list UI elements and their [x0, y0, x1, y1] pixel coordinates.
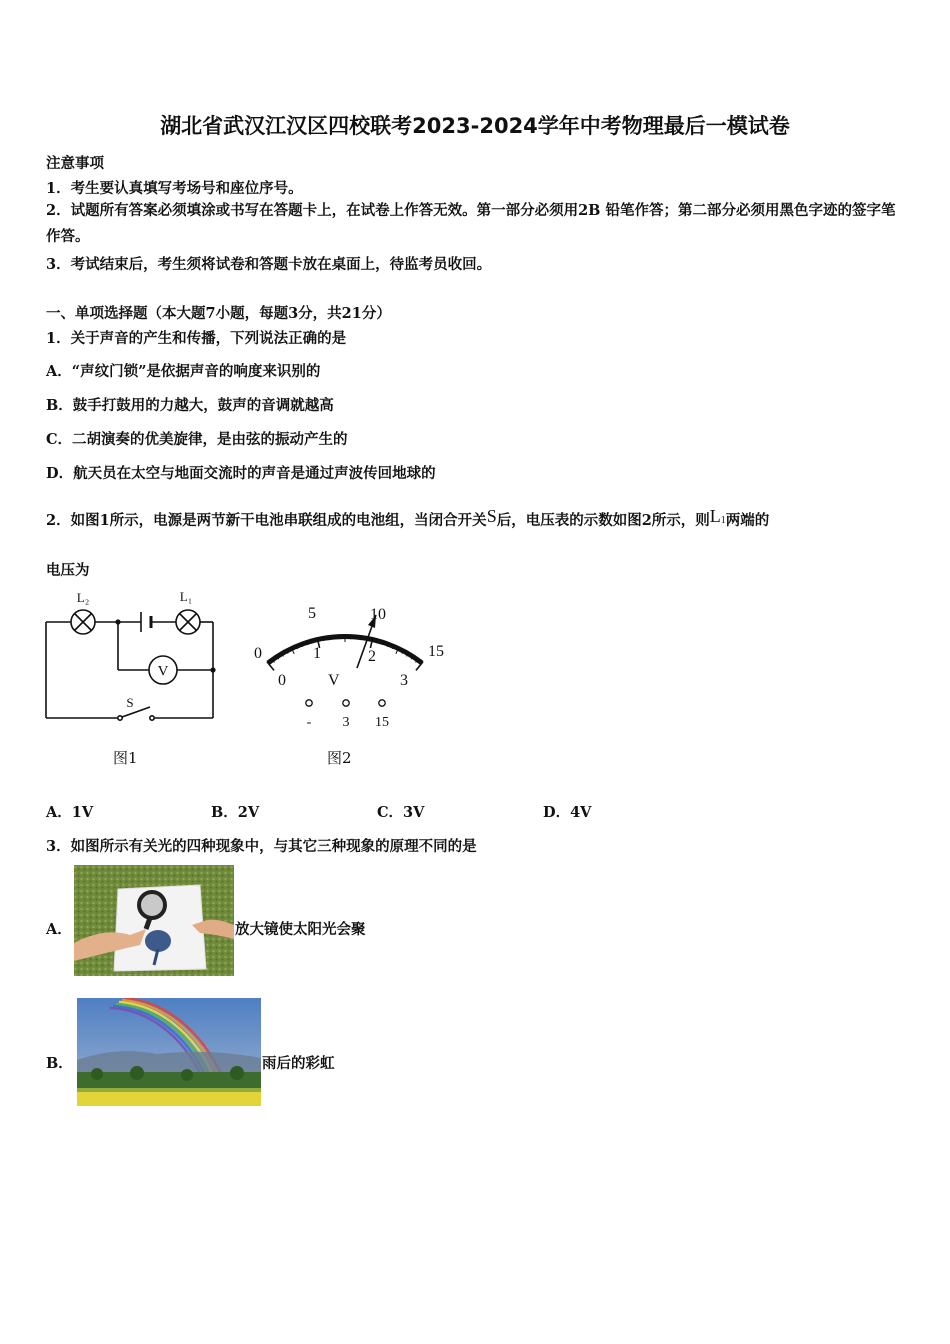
q3-stem: 3．如图所示有关光的四种现象中，与其它三种现象的原理不同的是 [46, 838, 477, 855]
circuit-diagram [40, 585, 225, 730]
q3-option-a-letter: A． [46, 921, 72, 938]
q3-option-b-text: 雨后的彩虹 [262, 1055, 335, 1072]
lamp-symbol-sub: 1 [720, 515, 726, 526]
q3-option-b-letter: B． [46, 1055, 73, 1072]
terminal-15 [379, 700, 385, 706]
switch-symbol: S [486, 506, 497, 526]
magnifier-photo [74, 865, 234, 976]
q1-option-a: A．“声纹门锁”是依据声音的响度来识别的 [46, 363, 321, 380]
battery-symbol [141, 612, 151, 632]
notice-item-1: 1．考生要认真填写考场号和座位序号。 [46, 180, 303, 197]
label-l2: L₂ [76, 590, 90, 605]
notice-heading: 注意事项 [46, 155, 104, 172]
dial-tick [328, 635, 329, 640]
rainbow-photo [77, 998, 261, 1106]
upper-scale-10: 10 [370, 606, 386, 623]
q2-stem-b: 后，电压表的示数如图2所示，则 [496, 512, 710, 529]
lamp-symbol [710, 506, 726, 526]
upper-scale-15: 15 [428, 643, 444, 660]
q1-option-d: D．航天员在太空与地面交流时的声音是通过声波传回地球的 [46, 465, 436, 482]
rainbow-photo-drawing [77, 998, 261, 1106]
q1-option-c: C．二胡演奏的优美旋律，是由弦的振动产生的 [46, 431, 348, 448]
unit-v: V [328, 672, 340, 689]
lower-scale-2: 2 [368, 648, 376, 665]
voltmeter-dial [240, 595, 465, 740]
upper-scale-0: 0 [254, 645, 262, 662]
figure1-caption: 图1 [113, 749, 138, 767]
terminal-neg [306, 700, 312, 706]
voltmeter-symbol [149, 656, 177, 684]
q2-stem-c: 两端的 [725, 512, 770, 529]
q1-option-b: B．鼓手打鼓用的力越大，鼓声的音调就越高 [46, 397, 334, 414]
section-heading: 一、单项选择题（本大题7小题，每题3分，共21分） [46, 305, 391, 322]
q3-option-a-text: 放大镜使太阳光会聚 [235, 921, 366, 938]
dial-ticks [267, 634, 423, 670]
figure2-caption: 图2 [327, 749, 352, 767]
upper-scale-5: 5 [308, 605, 316, 622]
voltmeter-label: V [157, 663, 169, 680]
q2-stem-d: 电压为 [46, 562, 90, 579]
switch-symbol-drawing [118, 707, 154, 720]
q1-stem: 1．关于声音的产生和传播，下列说法正确的是 [46, 330, 347, 347]
dial-tick [361, 635, 362, 640]
junction-dot [115, 619, 120, 624]
q2-option-b: B．2V [211, 804, 260, 821]
q2-option-c: C．3V [377, 804, 425, 821]
q2-option-d: D．4V [543, 804, 592, 821]
notice-item-2: 2．试题所有答案必须填涂或书写在答题卡上，在试卷上作答无效。第一部分必须用2B 铅笔作答；第二部分必须用黑色字迹的签字笔作答。 [46, 202, 896, 245]
lower-scale-0: 0 [278, 672, 286, 689]
notice-item-3: 3．考试结束后，考生须将试卷和答题卡放在桌面上，待监考员收回。 [46, 256, 492, 273]
magnifier-photo-drawing [74, 865, 234, 976]
terminal-label-15: 15 [375, 715, 389, 730]
label-s: S [126, 695, 134, 710]
label-l1: L₁ [179, 589, 193, 604]
page-title: 湖北省武汉江汉区四校联考2023-2024学年中考物理最后一模试卷 [160, 114, 790, 138]
terminal-label-neg: - [306, 715, 312, 730]
lower-scale-1: 1 [313, 645, 321, 662]
lamp-l2-symbol [71, 610, 95, 634]
lower-scale-3: 3 [400, 672, 408, 689]
terminal-label-3: 3 [342, 715, 350, 730]
q2-option-a: A．1V [46, 804, 94, 821]
q2-stem [46, 506, 769, 530]
junction-dot [210, 667, 215, 672]
q2-stem-a: 2．如图1所示，电源是两节新干电池串联组成的电池组，当闭合开关 [46, 512, 487, 529]
lamp-l1-symbol [176, 610, 200, 634]
lamp-symbol-letter: L [709, 506, 721, 526]
terminal-3 [343, 700, 349, 706]
